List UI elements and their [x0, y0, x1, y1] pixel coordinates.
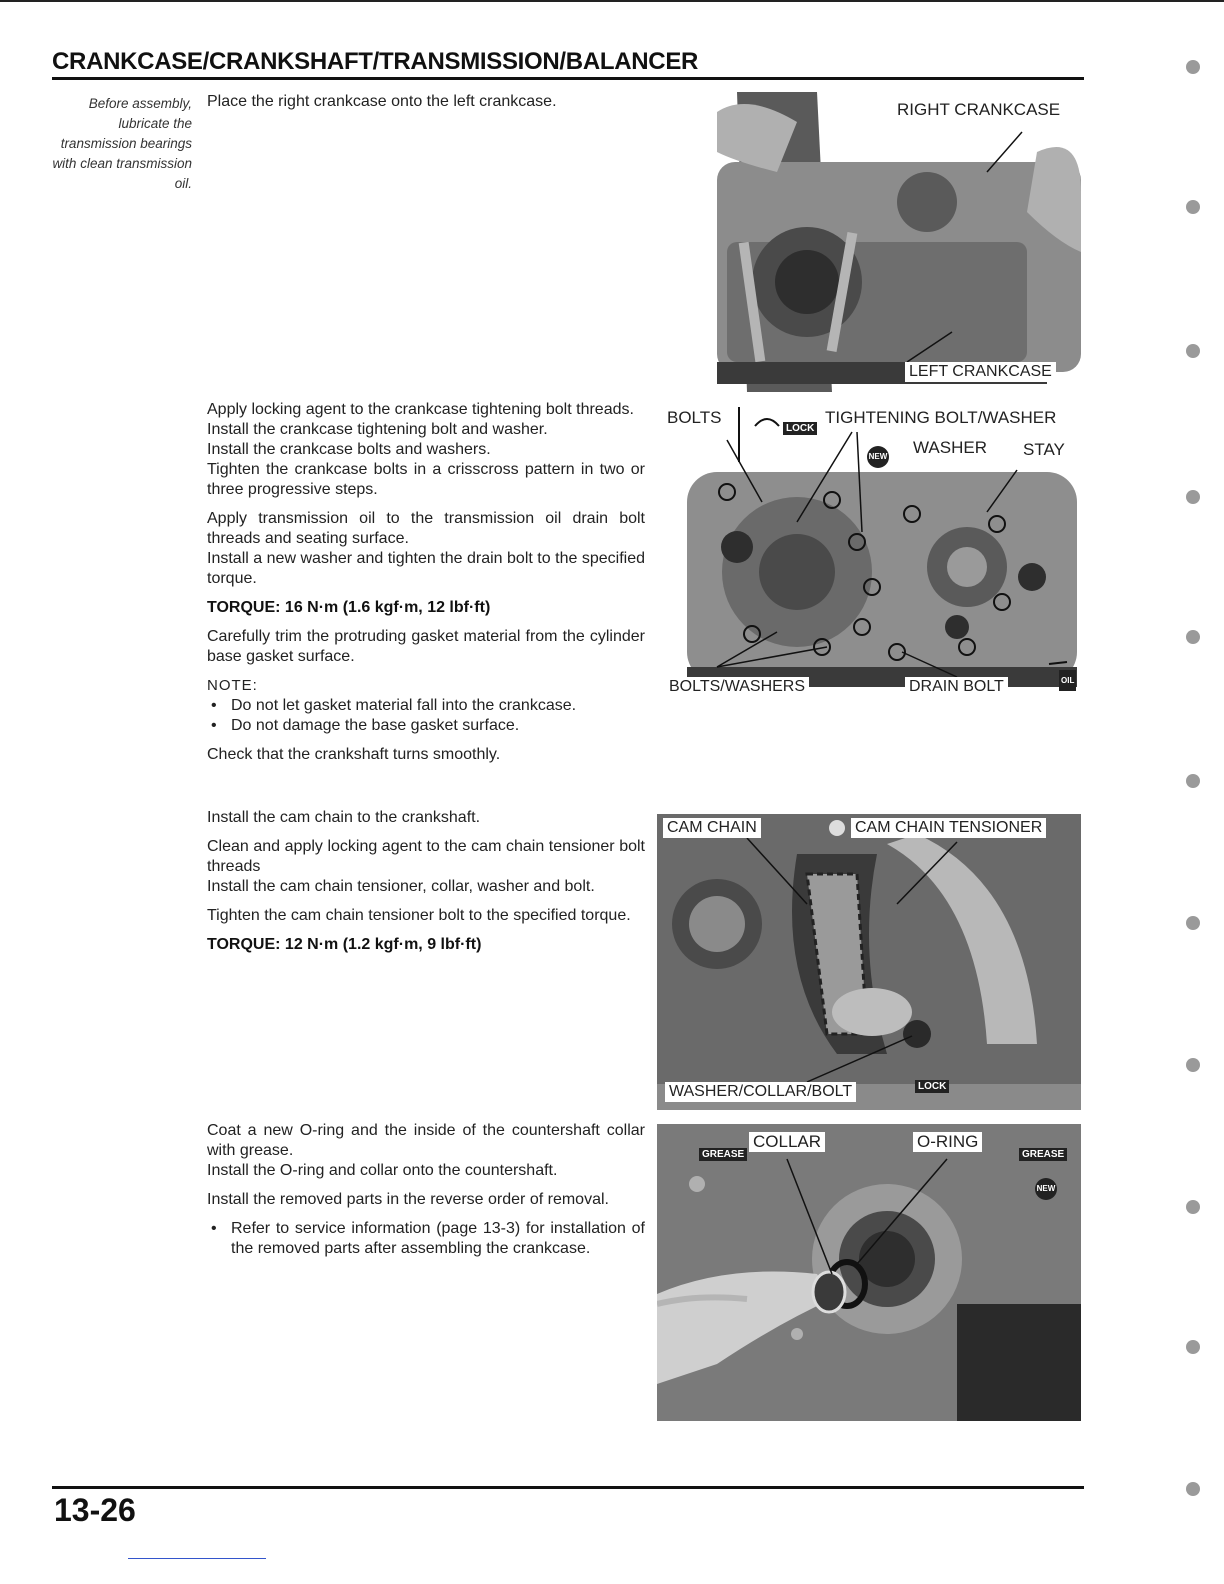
binder-hole: [1186, 200, 1200, 214]
step-text: Check that the crankshaft turns smoothly.: [207, 746, 501, 763]
header-rule: [52, 77, 1084, 80]
step-text: Clean and apply locking agent to the cam chain tensioner bolt threads: [207, 838, 645, 875]
figure-cam-chain: [657, 814, 1081, 1110]
torque-spec: TORQUE: 16 N·m (1.6 kgf·m, 12 lbf·ft): [207, 599, 491, 616]
binder-hole: [1186, 630, 1200, 644]
grease-icon: GREASE: [1019, 1148, 1067, 1161]
top-rule: [0, 0, 1224, 2]
step-text: Install the crankcase bolts and washers.: [207, 441, 491, 458]
label-washer: WASHER: [909, 438, 991, 458]
grease-icon: GREASE: [699, 1148, 747, 1161]
collar-oring-photo: [657, 1124, 1081, 1421]
side-note: Before assembly, lubricate the transmission bearings with clean transmission oil.: [52, 96, 192, 191]
step-text: Coat a new O-ring and the inside of the countershaft collar with grease.: [207, 1122, 645, 1159]
section-3: [207, 808, 645, 955]
reference-list: [207, 1219, 645, 1259]
crankcase-photo: [657, 92, 1081, 392]
label-left-crankcase: LEFT CRANKCASE: [905, 362, 1056, 382]
step-text: Install a new washer and tighten the drain bolt to the specified torque.: [207, 550, 645, 587]
page-header: CRANKCASE/CRANKSHAFT/TRANSMISSION/BALANCER: [52, 48, 699, 75]
cam-chain-photo: [657, 814, 1081, 1110]
label-cam-chain-tensioner: CAM CHAIN TENSIONER: [851, 818, 1046, 838]
binder-hole: [1186, 916, 1200, 930]
oil-icon: OIL: [1059, 670, 1076, 691]
section-1: [207, 92, 647, 112]
binder-hole: [1186, 1200, 1200, 1214]
binder-hole: [1186, 1058, 1200, 1072]
label-right-crankcase: RIGHT CRANKCASE: [897, 100, 1061, 119]
binder-hole: [1186, 1340, 1200, 1354]
step-text: Apply transmission oil to the transmission oil drain bolt threads and seating surface.: [207, 510, 645, 547]
step-text: Carefully trim the protruding gasket material from the cylinder base gasket surface.: [207, 628, 645, 665]
label-cam-chain: CAM CHAIN: [663, 818, 761, 838]
label-drain-bolt: DRAIN BOLT: [905, 677, 1008, 697]
bottom-line: [128, 1558, 266, 1559]
step-text: Apply locking agent to the crankcase tightening bolt threads.: [207, 401, 634, 418]
binder-hole: [1186, 1482, 1200, 1496]
list-item: • Refer to service information (page 13-3) for installation of the removed parts after assembling the crankcase.: [207, 1219, 645, 1259]
footer-rule: [52, 1486, 1084, 1489]
new-part-icon: NEW: [867, 446, 889, 468]
step-text: Install the O-ring and collar onto the countershaft.: [207, 1162, 558, 1179]
list-item: • Do not let gasket material fall into the crankcase.: [207, 696, 645, 716]
step-text: Tighten the cam chain tensioner bolt to the specified torque.: [207, 907, 631, 924]
binder-hole: [1186, 774, 1200, 788]
binder-hole: [1186, 344, 1200, 358]
list-item: • Do not damage the base gasket surface.: [207, 716, 645, 736]
label-o-ring: O-RING: [913, 1132, 982, 1152]
step-text: Tighten the crankcase bolts in a crisscross pattern in two or three progressive steps.: [207, 461, 645, 498]
label-tightening-bolt: TIGHTENING BOLT/WASHER: [821, 408, 1060, 428]
crankcase-bolts-photo: [657, 402, 1081, 702]
section-2: [207, 400, 645, 765]
label-bolts-washers: BOLTS/WASHERS: [665, 677, 809, 697]
step-text: Install the removed parts in the reverse order of removal.: [207, 1191, 609, 1208]
torque-spec: TORQUE: 12 N·m (1.2 kgf·m, 9 lbf·ft): [207, 936, 482, 953]
step-text: Install the crankcase tightening bolt and washer.: [207, 421, 548, 438]
step-text: Install the cam chain tensioner, collar, washer and bolt.: [207, 878, 595, 895]
figure-collar-oring: [657, 1124, 1081, 1421]
binder-hole: [1186, 490, 1200, 504]
note-list: [207, 696, 645, 736]
step-text: Install the cam chain to the crankshaft.: [207, 809, 481, 826]
page-number: 13-26: [54, 1492, 136, 1528]
label-stay: STAY: [1019, 440, 1069, 460]
figure-crankcase-bolts: [657, 402, 1081, 702]
lock-icon: LOCK: [783, 422, 817, 435]
lock-icon: LOCK: [915, 1080, 949, 1093]
figure-crankcase-assembly: [657, 92, 1081, 392]
label-collar: COLLAR: [749, 1132, 825, 1152]
note-heading: NOTE:: [207, 677, 258, 694]
step-text: Place the right crankcase onto the left crankcase.: [207, 93, 557, 110]
section-4: [207, 1121, 645, 1259]
new-part-icon: NEW: [1035, 1178, 1057, 1200]
label-washer-collar-bolt: WASHER/COLLAR/BOLT: [665, 1082, 856, 1102]
binder-hole: [1186, 60, 1200, 74]
label-bolts: BOLTS: [663, 408, 725, 428]
